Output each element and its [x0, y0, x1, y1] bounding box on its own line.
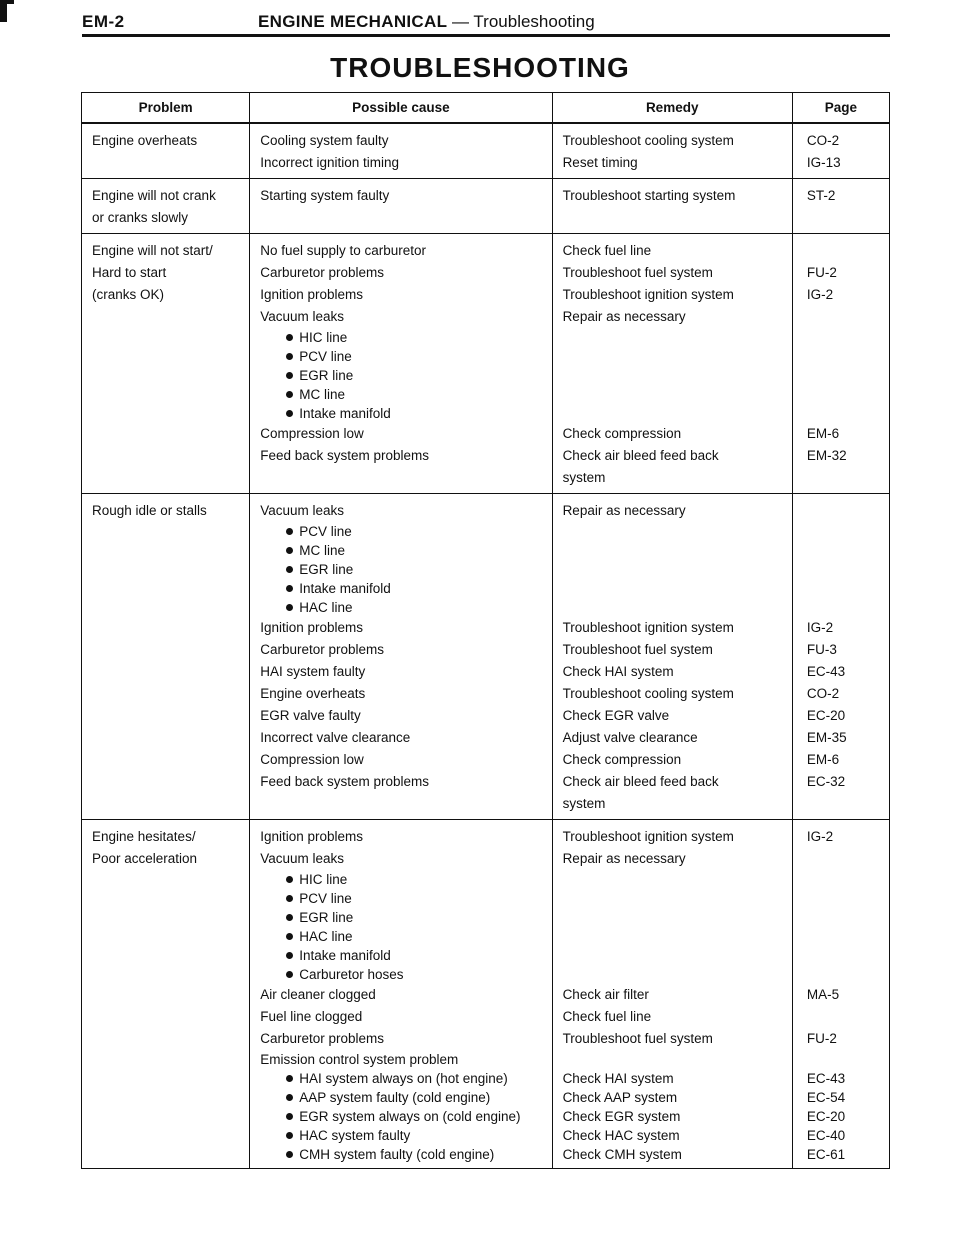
cause-text: HAI system faulty: [260, 664, 366, 679]
remedy-text: [563, 579, 792, 598]
problem-cell: [82, 234, 250, 494]
remedy-text: Check air bleed feed back: [562, 448, 719, 463]
bullet-icon: [286, 895, 293, 902]
bullet-text: AAP system faulty (cold engine): [299, 1090, 491, 1105]
bullet-text: MC line: [299, 543, 345, 558]
page-text: EC-54: [806, 1090, 846, 1105]
cause-cell: [250, 494, 552, 820]
bullet-icon: [286, 372, 293, 379]
remedy-text: Check fuel line: [562, 243, 652, 258]
bullet-icon: [286, 1094, 293, 1101]
page-text: [807, 404, 889, 423]
remedy-text: Troubleshoot ignition system: [562, 829, 734, 844]
page-cell: [792, 123, 889, 179]
page-text: [807, 385, 889, 404]
page-text: EC-40: [806, 1128, 846, 1143]
page-text: EM-6: [806, 426, 840, 441]
bullet-item: [260, 946, 551, 965]
remedy-text: system: [562, 796, 606, 811]
page-text: [807, 522, 889, 541]
cause-text: Feed back system problems: [260, 774, 430, 789]
remedy-cell: [552, 820, 792, 1169]
bullet-icon: [286, 547, 293, 554]
bullet-text: Carburetor hoses: [299, 967, 404, 982]
bullet-icon: [286, 952, 293, 959]
page-header: [82, 10, 890, 34]
page-text: FU-2: [806, 265, 837, 280]
bullet-text: HAC line: [299, 600, 353, 615]
page-text: EC-61: [806, 1147, 846, 1162]
remedy-text: [563, 404, 792, 423]
remedy-text: [563, 1050, 792, 1069]
cause-text: EGR valve faulty: [260, 708, 361, 723]
bullet-item: [260, 541, 551, 560]
column-header-problem: Problem: [82, 93, 250, 124]
bullet-text: Intake manifold: [299, 948, 391, 963]
remedy-text: [563, 946, 792, 965]
bullet-item: [260, 598, 551, 617]
section-title-rest: — Troubleshooting: [447, 12, 595, 31]
page-text: [807, 500, 889, 522]
page-text: EC-20: [806, 1109, 846, 1124]
remedy-text: Check fuel line: [562, 1009, 652, 1024]
column-header-page: Page: [792, 93, 889, 124]
page-text: EM-35: [806, 730, 847, 745]
bullet-item: [260, 965, 551, 984]
remedy-text: [563, 908, 792, 927]
table-body: [82, 123, 890, 1169]
page-text: EC-32: [806, 774, 846, 789]
page-text: [807, 946, 889, 965]
bullet-item: [260, 328, 551, 347]
remedy-text: Check HAI system: [562, 664, 674, 679]
table-row: [82, 820, 890, 1169]
remedy-text: [563, 598, 792, 617]
bullet-icon: [286, 353, 293, 360]
page-text: [807, 579, 889, 598]
cause-text: Carburetor problems: [260, 642, 385, 657]
section-title-bold: ENGINE MECHANICAL: [258, 12, 448, 31]
page-cell: [792, 820, 889, 1169]
page-text: EM-6: [806, 752, 840, 767]
page-text: IG-2: [806, 287, 834, 302]
bullet-item: [260, 366, 551, 385]
bullet-item: [260, 1088, 551, 1107]
document-title: TROUBLESHOOTING: [330, 52, 630, 83]
bullet-text: HAC line: [299, 929, 353, 944]
page-text: [807, 1006, 889, 1028]
remedy-text: Troubleshoot fuel system: [562, 1031, 713, 1046]
bullet-icon: [286, 933, 293, 940]
bullet-text: HIC line: [299, 330, 348, 345]
remedy-text: [563, 965, 792, 984]
page-text: IG-2: [806, 829, 834, 844]
bullet-icon: [286, 410, 293, 417]
problem-text: Engine overheats: [92, 133, 198, 148]
bullet-text: HAI system always on (hot engine): [299, 1071, 508, 1086]
bullet-item: [260, 889, 551, 908]
problem-text: Rough idle or stalls: [92, 503, 207, 518]
table-header-row: [82, 93, 890, 124]
remedy-text: Repair as necessary: [562, 309, 686, 324]
remedy-text: Repair as necessary: [562, 851, 686, 866]
cause-text: Engine overheats: [260, 686, 366, 701]
problem-cell: [82, 820, 250, 1169]
table-row: [82, 123, 890, 179]
bullet-icon: [286, 1151, 293, 1158]
page-text: CO-2: [806, 686, 840, 701]
page-text: [807, 541, 889, 560]
remedy-text: [563, 347, 792, 366]
remedy-text: [563, 541, 792, 560]
bullet-text: EGR system always on (cold engine): [299, 1109, 521, 1124]
bullet-item: [260, 1126, 551, 1145]
cause-text: Cooling system faulty: [260, 133, 389, 148]
cause-text: Incorrect ignition timing: [260, 155, 400, 170]
bullet-item: [260, 927, 551, 946]
page-text: EC-20: [806, 708, 846, 723]
page-text: MA-5: [806, 987, 840, 1002]
bullet-text: PCV line: [299, 891, 352, 906]
cause-text: Fuel line clogged: [260, 1009, 363, 1024]
cause-text: Ignition problems: [260, 620, 364, 635]
page-text: [807, 240, 889, 262]
remedy-text: system: [562, 470, 606, 485]
remedy-text: Troubleshoot cooling system: [562, 133, 734, 148]
bullet-item: [260, 347, 551, 366]
page-text: FU-2: [806, 1031, 837, 1046]
table-row: [82, 234, 890, 494]
bullet-text: Intake manifold: [299, 406, 391, 421]
cause-text: Compression low: [260, 752, 364, 767]
bullet-item: [260, 870, 551, 889]
remedy-text: Check air bleed feed back: [562, 774, 719, 789]
page-text: [807, 598, 889, 617]
table-row: [82, 179, 890, 234]
problem-text: (cranks OK): [92, 287, 165, 302]
bullet-icon: [286, 1132, 293, 1139]
remedy-text: Troubleshoot starting system: [562, 188, 736, 203]
page-text: [807, 560, 889, 579]
remedy-text: Reset timing: [562, 155, 638, 170]
bullet-icon: [286, 528, 293, 535]
header-rule: [82, 34, 890, 37]
remedy-text: Check HAC system: [562, 1128, 680, 1143]
bullet-text: MC line: [299, 387, 345, 402]
problem-text: Poor acceleration: [92, 851, 198, 866]
bullet-icon: [286, 971, 293, 978]
page-text: EC-43: [806, 1071, 846, 1086]
bullet-icon: [286, 1075, 293, 1082]
remedy-text: Repair as necessary: [562, 503, 686, 518]
page-cell: [792, 494, 889, 820]
page-text: [807, 908, 889, 927]
page-text: [807, 848, 889, 870]
remedy-cell: [552, 494, 792, 820]
page-corner-mark: [0, 0, 7, 22]
cause-text: Ignition problems: [260, 829, 364, 844]
remedy-text: [563, 522, 792, 541]
bullet-icon: [286, 604, 293, 611]
table-row: [82, 494, 890, 820]
remedy-cell: [552, 179, 792, 234]
remedy-text: Troubleshoot cooling system: [562, 686, 734, 701]
bullet-text: Intake manifold: [299, 581, 391, 596]
remedy-text: [563, 328, 792, 347]
remedy-text: [563, 560, 792, 579]
cause-text: Vacuum leaks: [260, 851, 344, 866]
problem-text: Engine will not start/: [92, 243, 213, 258]
bullet-text: PCV line: [299, 349, 352, 364]
bullet-item: [260, 908, 551, 927]
page-text: CO-2: [806, 133, 840, 148]
bullet-icon: [286, 914, 293, 921]
problem-text: Hard to start: [92, 265, 167, 280]
problem-cell: [82, 179, 250, 234]
problem-cell: [82, 123, 250, 179]
bullet-text: HIC line: [299, 872, 348, 887]
bullet-item: [260, 1069, 551, 1088]
cause-text: No fuel supply to carburetor: [260, 243, 427, 258]
cause-text: Feed back system problems: [260, 448, 430, 463]
cause-text: Compression low: [260, 426, 364, 441]
troubleshooting-table: [81, 92, 890, 1169]
remedy-text: [563, 889, 792, 908]
remedy-text: Adjust valve clearance: [562, 730, 698, 745]
remedy-text: Check EGR valve: [562, 708, 670, 723]
remedy-text: [563, 366, 792, 385]
cause-cell: [250, 234, 552, 494]
remedy-text: Check AAP system: [562, 1090, 678, 1105]
bullet-icon: [286, 1113, 293, 1120]
bullet-text: EGR line: [299, 368, 354, 383]
remedy-text: [563, 870, 792, 889]
page-text: [807, 366, 889, 385]
page-text: EC-43: [806, 664, 846, 679]
remedy-text: Troubleshoot fuel system: [562, 642, 713, 657]
page-text: [807, 306, 889, 328]
bullet-item: [260, 579, 551, 598]
problem-cell: [82, 494, 250, 820]
cause-text: Carburetor problems: [260, 265, 385, 280]
page-text: EM-32: [806, 448, 847, 463]
cause-text: Vacuum leaks: [260, 503, 344, 518]
bullet-text: HAC system faulty: [299, 1128, 411, 1143]
cause-cell: [250, 820, 552, 1169]
section-title: [258, 12, 595, 32]
bullet-text: EGR line: [299, 562, 354, 577]
page-text: IG-13: [806, 155, 841, 170]
page-text: [807, 889, 889, 908]
page-text: [807, 927, 889, 946]
remedy-cell: [552, 123, 792, 179]
bullet-item: [260, 385, 551, 404]
bullet-item: [260, 560, 551, 579]
page-text: [807, 328, 889, 347]
problem-text: or cranks slowly: [92, 210, 189, 225]
remedy-text: Check CMH system: [562, 1147, 682, 1162]
bullet-icon: [286, 876, 293, 883]
bullet-icon: [286, 585, 293, 592]
remedy-text: Check EGR system: [562, 1109, 681, 1124]
column-header-possible-cause: Possible cause: [250, 93, 552, 124]
problem-text: Engine will not crank: [92, 188, 216, 203]
page-text: [807, 870, 889, 889]
bullet-item: [260, 522, 551, 541]
cause-text: Ignition problems: [260, 287, 364, 302]
page-text: [807, 1050, 889, 1069]
page-text: [807, 965, 889, 984]
page-cell: [792, 179, 889, 234]
cause-text: Carburetor problems: [260, 1031, 385, 1046]
cause-text: Vacuum leaks: [260, 309, 344, 324]
bullet-item: [260, 1145, 551, 1164]
problem-text: Engine hesitates/: [92, 829, 196, 844]
bullet-item: [260, 1107, 551, 1126]
bullet-text: PCV line: [299, 524, 352, 539]
remedy-text: Troubleshoot ignition system: [562, 620, 734, 635]
bullet-text: EGR line: [299, 910, 354, 925]
remedy-text: Check compression: [562, 426, 682, 441]
bullet-item: [260, 404, 551, 423]
page-text: IG-2: [806, 620, 834, 635]
remedy-text: Troubleshoot fuel system: [562, 265, 713, 280]
cause-cell: [250, 179, 552, 234]
cause-text: Starting system faulty: [260, 188, 390, 203]
page-text: ST-2: [806, 188, 836, 203]
bullet-icon: [286, 334, 293, 341]
remedy-text: [563, 385, 792, 404]
cause-text: Incorrect valve clearance: [260, 730, 411, 745]
page-text: FU-3: [806, 642, 837, 657]
remedy-text: Check HAI system: [562, 1071, 674, 1086]
column-header-remedy: Remedy: [552, 93, 792, 124]
remedy-text: [563, 927, 792, 946]
cause-text: Emission control system problem: [260, 1052, 459, 1067]
cause-text: Air cleaner clogged: [260, 987, 376, 1002]
bullet-icon: [286, 566, 293, 573]
bullet-icon: [286, 391, 293, 398]
cause-cell: [250, 123, 552, 179]
remedy-text: Check compression: [562, 752, 682, 767]
remedy-cell: [552, 234, 792, 494]
page-cell: [792, 234, 889, 494]
page-text: [807, 347, 889, 366]
page-number: EM-2: [82, 12, 125, 31]
remedy-text: Troubleshoot ignition system: [562, 287, 734, 302]
remedy-text: Check air filter: [562, 987, 649, 1002]
bullet-text: CMH system faulty (cold engine): [299, 1147, 495, 1162]
